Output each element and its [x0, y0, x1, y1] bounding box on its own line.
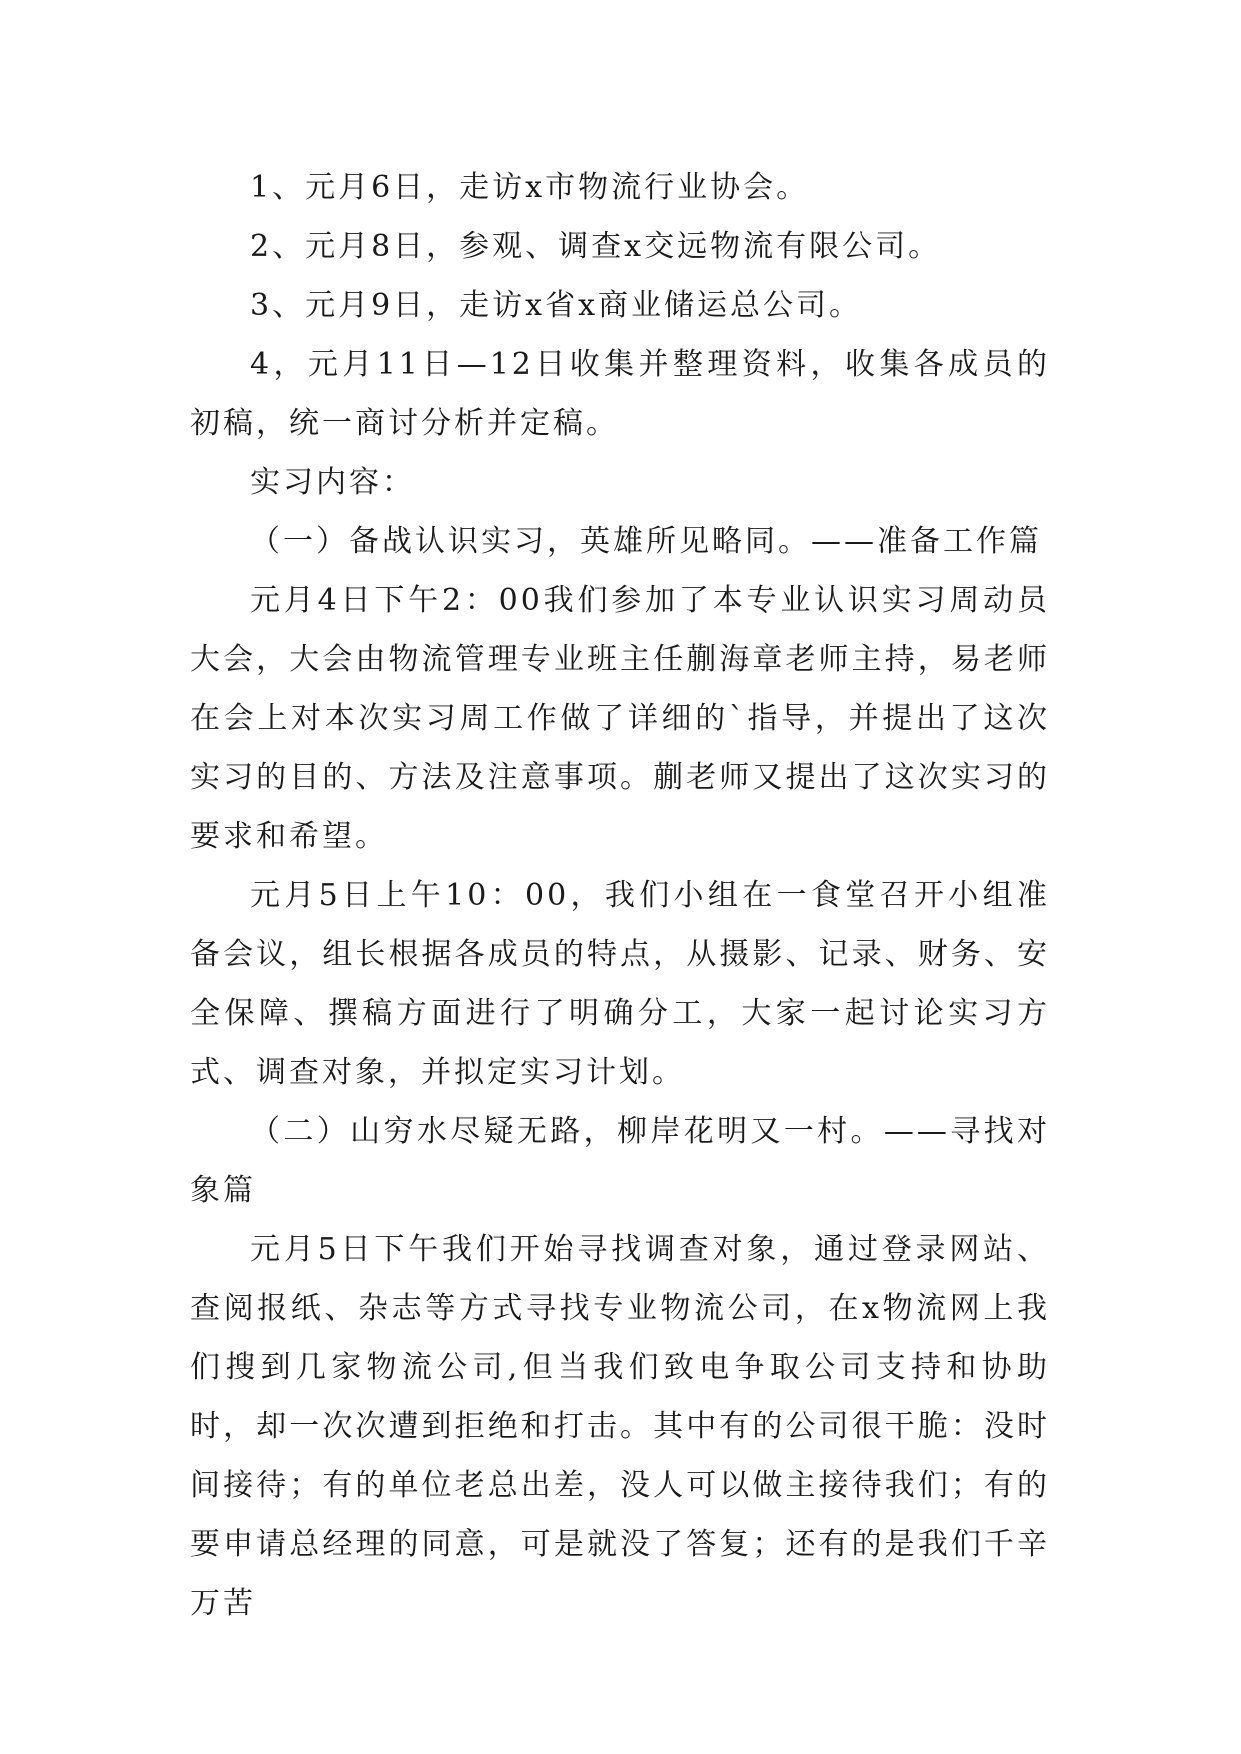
paragraph-schedule-3: 3、元月9日，走访x省x商业储运总公司。	[250, 288, 863, 323]
subheading-finding-targets: （二）山穷水尽疑无路，柳岸花明又一村。——寻找对象篇	[190, 1114, 1050, 1208]
paragraph-mobilization-meeting: 元月4日下午2：00我们参加了本专业认识实习周动员大会，大会由物流管理专业班主任蒯海章老师主持，易老师在会上对本次实习周工作做了详细的`指导，并提出了这次实习的目的、方法及注意事项。蒯老师又提出了这次实习的要求和希望。	[190, 583, 1050, 854]
document-body	[190, 158, 1050, 1633]
section-heading-content: 实习内容：	[250, 465, 415, 500]
paragraph-schedule-4: 4，元月11日—12日收集并整理资料，收集各成员的初稿，统一商讨分析并定稿。	[190, 347, 1050, 441]
paragraph-group-meeting: 元月5日上午10：00，我们小组在一食堂召开小组准备会议，组长根据各成员的特点，从摄影、记录、财务、安全保障、撰稿方面进行了明确分工，大家一起讨论实习方式、调查对象，并拟定实习计划。	[190, 878, 1050, 1090]
subheading-preparation: （一）备战认识实习，英雄所见略同。——准备工作篇	[250, 524, 1042, 559]
paragraph-schedule-1: 1、元月6日，走访x市物流行业协会。	[250, 170, 810, 205]
paragraph-schedule-2: 2、元月8日，参观、调查x交远物流有限公司。	[250, 229, 942, 264]
paragraph-search-companies: 元月5日下午我们开始寻找调查对象，通过登录网站、查阅报纸、杂志等方式寻找专业物流公司，在x物流网上我们搜到几家物流公司,但当我们致电争取公司支持和协助时，却一次次遭到拒绝和打击。其中有的公司很干脆：没时间接待；有的单位老总出差，没人可以做主接待我们；有的要申请总经理的同意，可是就没了答复；还有的是我们千辛万苦	[190, 1232, 1050, 1621]
